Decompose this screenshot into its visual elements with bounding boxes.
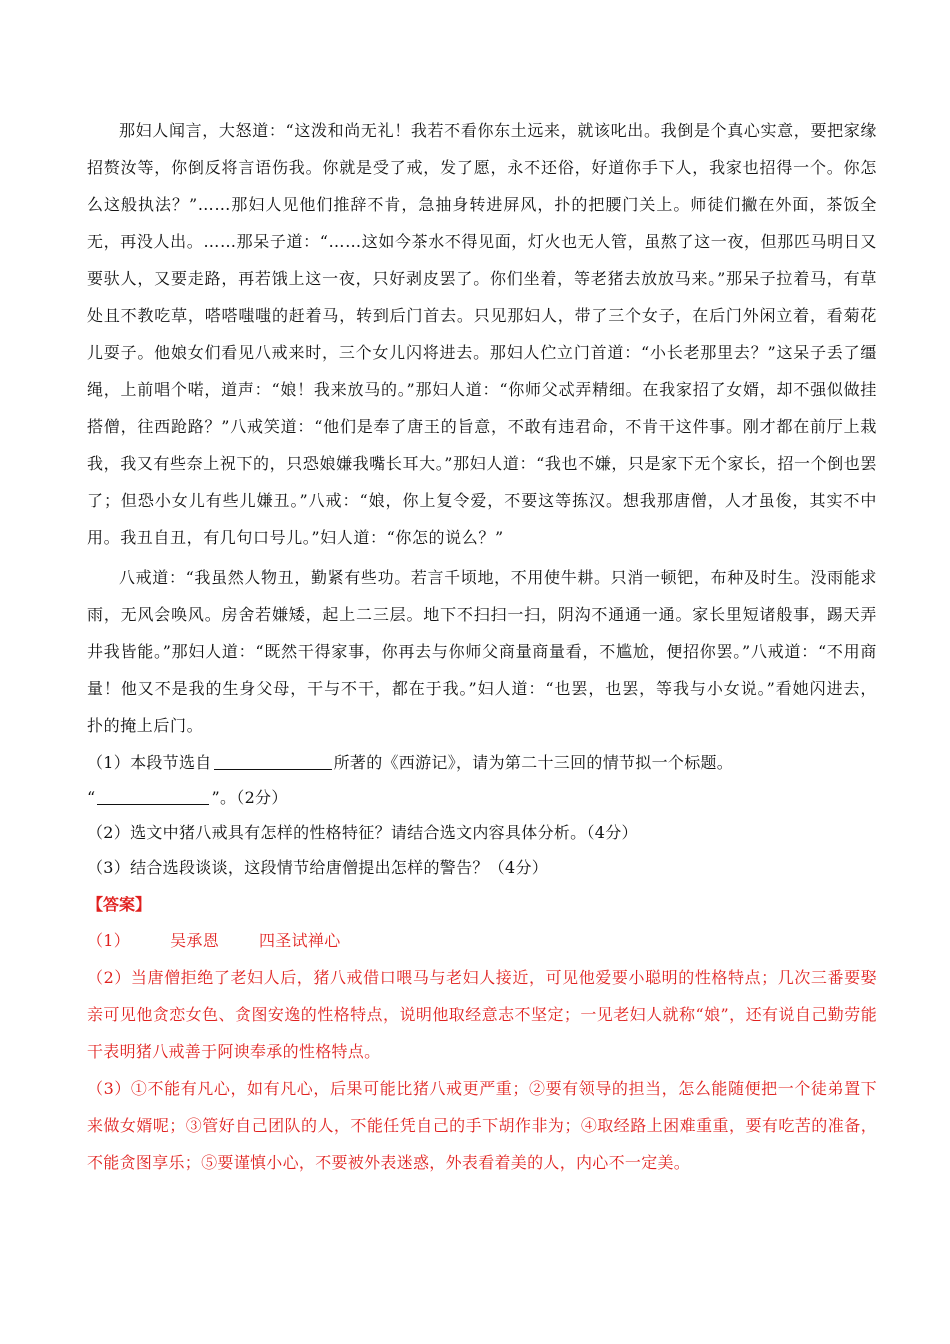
answer-3: （3）①不能有凡心，如有凡心，后果可能比猪八戒更严重；②要有领导的担当，怎么能随便把一个徒弟置下来做女婿呢；③管好自己团队的人，不能任凭自己的手下胡作非为；④取经路上困难重重，要有吃苦的准备，不能贪图享乐；⑤要谨慎小心，不要被外表迷惑，外表看着美的人，内心不一定美。 [87, 1079, 877, 1172]
question-1 [87, 745, 877, 780]
answer-heading: 【答案】 [87, 895, 152, 914]
passage-paragraph-2: 八戒道：“我虽然人物丑，勤紧有些功。若言千顷地，不用使牛耕。只消一顿钯，布种及时生。没雨能求雨，无风会唤风。房舍若嫌矮，起上二三层。地下不扫扫一扫，阴沟不通通一通。家长里短诸般事，踢天弄井我皆能。”那妇人道：“既然干得家事，你再去与你师父商量商量看，不尴尬，便招你罢。”八戒道：“不用商量！他又不是我的生身父母，干与不干，都在于我。”妇人道：“也罢，也罢，等我与小女说。”看她闪进去，扑的掩上后门。 [87, 568, 877, 735]
title-open-quote: “ [87, 788, 96, 807]
title-answer-blank [97, 786, 209, 805]
answer-1-number: （1） [87, 931, 131, 950]
answer-1-author: 吴承恩 [170, 931, 219, 950]
author-answer-blank [214, 751, 332, 770]
question-1-text-end: 所著的《西游记》，请为第二十三回的情节拟一个标题。 [333, 753, 734, 772]
title-close-quote-score: ”。（2分） [211, 788, 288, 807]
question-3: （3）结合选段谈谈，这段情节给唐僧提出怎样的警告？（4分） [87, 858, 549, 877]
answer-2: （2）当唐僧拒绝了老妇人后，猪八戒借口喂马与老妇人接近，可见他爱要小聪明的性格特点；几次三番要娶亲可见他贪恋女色、贪图安逸的性格特点，说明他取经意志不坚定；一见老妇人就称“娘”，还有说自己勤劳能干表明猪八戒善于阿谀奉承的性格特点。 [87, 968, 877, 1061]
question-1-title-line [87, 780, 877, 815]
question-2: （2）选文中猪八戒具有怎样的性格特征？请结合选文内容具体分析。（4分） [87, 823, 638, 842]
answer-1 [87, 922, 877, 959]
document-page [87, 112, 877, 1181]
question-1-text-start: （1）本段节选自 [87, 753, 212, 772]
answer-1-title: 四圣试禅心 [259, 931, 341, 950]
passage-paragraph-1: 那妇人闻言，大怒道：“这泼和尚无礼！我若不看你东土远来，就该叱出。我倒是个真心实意，要把家缘招赘汝等，你倒反将言语伤我。你就是受了戒，发了愿，永不还俗，好道你手下人，我家也招得一个。你怎么这般执法？”……那妇人见他们推辞不肯，急抽身转进屏风，扑的把腰门关上。师徒们撇在外面，茶饭全无，再没人出。……那呆子道：“……这如今茶水不得见面，灯火也无人管，虽熬了这一夜，但那匹马明日又要驮人，又要走路，再若饿上这一夜，只好剥皮罢了。你们坐着，等老猪去放放马来。”那呆子拉着马，有草处且不教吃草，嗒嗒嗤嗤的赶着马，转到后门首去。只见那妇人，带了三个女子，在后门外闲立着，看菊花儿耍子。他娘女们看见八戒来时，三个女儿闪将进去。那妇人伫立门首道：“小长老那里去？”这呆子丢了缰绳，上前唱个喏，道声：“娘！我来放马的。”那妇人道：“你师父忒弄精细。在我家招了女婿，却不强似做挂搭僧，往西跄路？”八戒笑道：“他们是奉了唐王的旨意，不敢有违君命，不肯干这件事。刚才都在前厅上栽我，我又有些奈上祝下的，只恐娘嫌我嘴长耳大。”那妇人道：“我也不嫌，只是家下无个家长，招一个倒也罢了；但恐小女儿有些儿嫌丑。”八戒：“娘，你上复令爱，不要这等拣汉。想我那唐僧，人才虽俊，其实不中用。我丑自丑，有几句口号儿。”妇人道：“你怎的说么？” [87, 121, 877, 547]
